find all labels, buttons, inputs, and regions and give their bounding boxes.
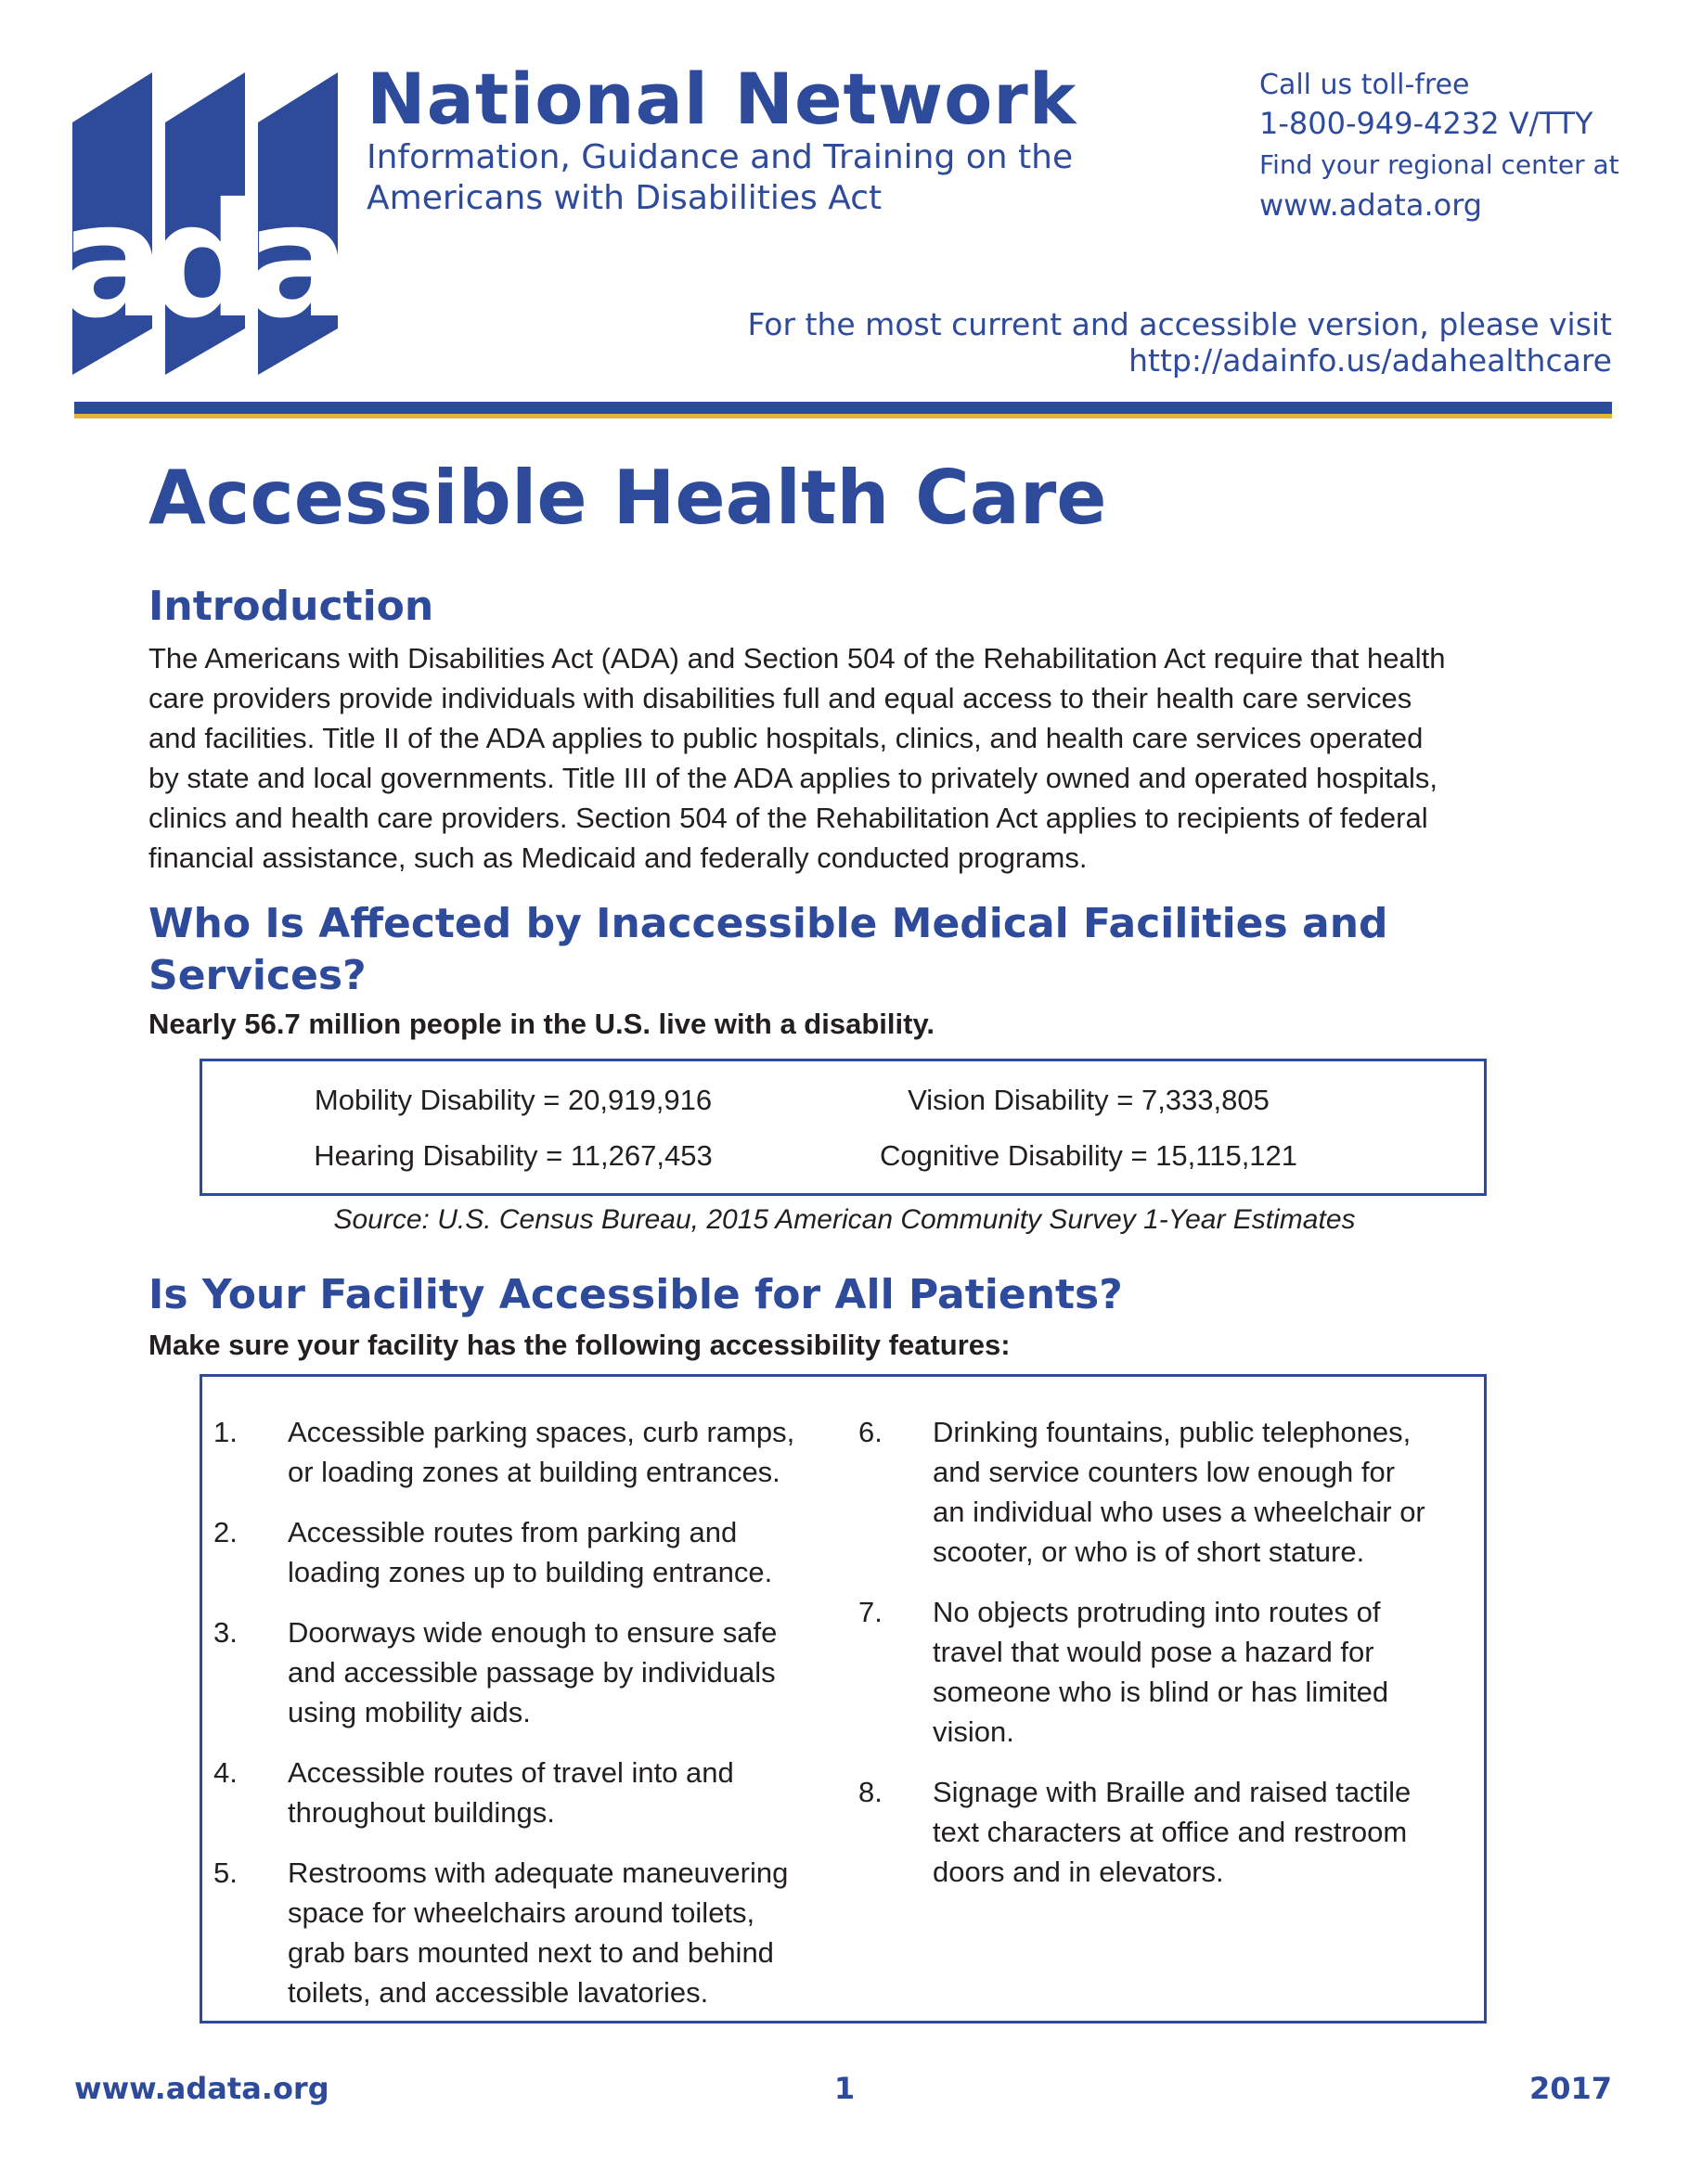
intro-heading: Introduction	[148, 583, 434, 630]
feature-number: 8.	[858, 1776, 883, 1808]
affected-heading	[148, 898, 1541, 1002]
feature-number: 7.	[858, 1596, 883, 1628]
feature-text-line: No objects protruding into routes of	[933, 1596, 1381, 1628]
intro-line: care providers provide individuals with disabilities full and equal access to their health care services	[148, 682, 1412, 714]
feature-text-line: Restrooms with adequate maneuvering	[288, 1856, 789, 1889]
find-center-label: Find your regional center at	[1259, 149, 1619, 180]
feature-text-line: grab bars mounted next to and behind	[288, 1936, 774, 1969]
feature-text-line: space for wheelchairs around toilets,	[288, 1896, 755, 1929]
feature-text-line: Drinking fountains, public telephones,	[933, 1416, 1412, 1448]
intro-line: by state and local governments. Title III of the ADA applies to privately owned and operated hospitals,	[148, 762, 1438, 794]
visit-notice	[747, 306, 1612, 379]
feature-text	[288, 1753, 826, 1832]
feature-text	[288, 1612, 826, 1732]
feature-number: 5.	[213, 1856, 238, 1889]
intro-paragraph	[148, 638, 1541, 878]
feature-text-line: using mobility aids.	[288, 1696, 531, 1728]
phone-number[interactable]: 1-800-949-4232 V/TTY	[1259, 106, 1593, 141]
feature-text	[288, 1512, 826, 1592]
feature-number: 4.	[213, 1756, 238, 1789]
feature-text-line: someone who is blind or has limited	[933, 1676, 1389, 1708]
feature-list-item	[213, 1853, 826, 2012]
feature-number: 2.	[213, 1516, 238, 1548]
logo-letter: d	[148, 170, 262, 353]
stat-cognitive: Cognitive Disability = 15,115,121	[879, 1139, 1298, 1172]
intro-line: clinics and health care providers. Section 504 of the Rehabilitation Act applies to recipients of federal	[148, 802, 1428, 834]
logo-letter: a	[244, 170, 352, 353]
feature-text-line: doors and in elevators.	[933, 1856, 1224, 1888]
feature-text-line: an individual who uses a wheelchair or	[933, 1496, 1425, 1528]
features-column-left	[213, 1412, 826, 2033]
affected-heading-line: Who Is Affected by Inaccessible Medical Facilities and	[148, 900, 1388, 947]
feature-text	[288, 1853, 826, 2012]
feature-text-line: travel that would pose a hazard for	[933, 1636, 1374, 1668]
intro-line: The Americans with Disabilities Act (ADA) and Section 504 of the Rehabilitation Act require that health	[148, 642, 1446, 674]
brand-subtitle	[367, 137, 1109, 219]
feature-text	[933, 1592, 1471, 1752]
source-citation: Source: U.S. Census Bureau, 2015 American Community Survey 1-Year Estimates	[333, 1204, 1356, 1235]
feature-list-item	[213, 1753, 826, 1832]
feature-number: 1.	[213, 1416, 238, 1448]
page-title: Accessible Health Care	[148, 455, 1107, 541]
feature-text-line: toilets, and accessible lavatories.	[288, 1976, 709, 2009]
feature-text-line: Accessible parking spaces, curb ramps,	[288, 1416, 795, 1448]
features-list-box	[200, 1374, 1487, 2023]
features-column-right	[858, 1412, 1471, 1912]
feature-text	[933, 1412, 1471, 1572]
stat-hearing: Hearing Disability = 11,267,453	[314, 1139, 713, 1172]
facility-lead: Make sure your facility has the following accessibility features:	[148, 1329, 1011, 1361]
ada-logo	[58, 72, 352, 375]
intro-line: financial assistance, such as Medicaid and federally conducted programs.	[148, 841, 1088, 874]
feature-text-line: and service counters low enough for	[933, 1456, 1396, 1488]
logo-letters	[59, 170, 352, 353]
brand-subtitle-line: Americans with Disabilities Act	[367, 179, 883, 217]
feature-text	[288, 1412, 826, 1492]
feature-text-line: Accessible routes from parking and	[288, 1516, 738, 1548]
feature-list-item	[213, 1612, 826, 1732]
affected-heading-line: Services?	[148, 952, 367, 999]
feature-text-line: text characters at office and restroom	[933, 1816, 1408, 1848]
feature-list-item	[213, 1412, 826, 1492]
website-link[interactable]: www.adata.org	[1259, 187, 1483, 223]
feature-number: 6.	[858, 1416, 883, 1448]
call-label: Call us toll-free	[1259, 69, 1470, 101]
contact-block	[1259, 67, 1649, 225]
feature-text-line: scooter, or who is of short stature.	[933, 1535, 1365, 1568]
feature-text-line: Accessible routes of travel into and	[288, 1756, 734, 1789]
feature-text-line: Signage with Braille and raised tactile	[933, 1776, 1412, 1808]
visit-text: For the most current and accessible version, please visit	[747, 306, 1612, 342]
stat-vision: Vision Disability = 7,333,805	[908, 1084, 1270, 1116]
feature-list-item	[858, 1592, 1471, 1752]
feature-text-line: and accessible passage by individuals	[288, 1656, 776, 1689]
feature-text-line: loading zones up to building entrance.	[288, 1556, 773, 1588]
header-rule-gold	[74, 414, 1612, 418]
feature-list-item	[858, 1772, 1471, 1892]
feature-text-line: vision.	[933, 1715, 1014, 1748]
feature-list-item	[858, 1412, 1471, 1572]
feature-text	[933, 1772, 1471, 1892]
footer-year: 2017	[1528, 2071, 1612, 2106]
footer-website-link[interactable]: www.adata.org	[74, 2071, 329, 2106]
disability-stats-box	[200, 1059, 1487, 1196]
affected-lead: Nearly 56.7 million people in the U.S. live with a disability.	[148, 1008, 935, 1040]
brand-subtitle-line: Information, Guidance and Training on the	[367, 138, 1074, 176]
logo-letter: a	[58, 170, 166, 353]
intro-line: and facilities. Title II of the ADA applies to public hospitals, clinics, and health care services operated	[148, 722, 1424, 754]
header-rule-blue	[74, 402, 1612, 414]
feature-text-line: Doorways wide enough to ensure safe	[288, 1616, 778, 1649]
stat-mobility: Mobility Disability = 20,919,916	[314, 1084, 713, 1116]
feature-number: 3.	[213, 1616, 238, 1649]
visit-link[interactable]: http://adainfo.us/adahealthcare	[1128, 342, 1612, 379]
facility-heading: Is Your Facility Accessible for All Patients?	[148, 1271, 1123, 1318]
feature-list-item	[213, 1512, 826, 1592]
feature-text-line: throughout buildings.	[288, 1796, 555, 1829]
brand-title: National Network	[367, 58, 1077, 140]
feature-text-line: or loading zones at building entrances.	[288, 1456, 780, 1488]
footer-page-number: 1	[833, 2071, 856, 2106]
